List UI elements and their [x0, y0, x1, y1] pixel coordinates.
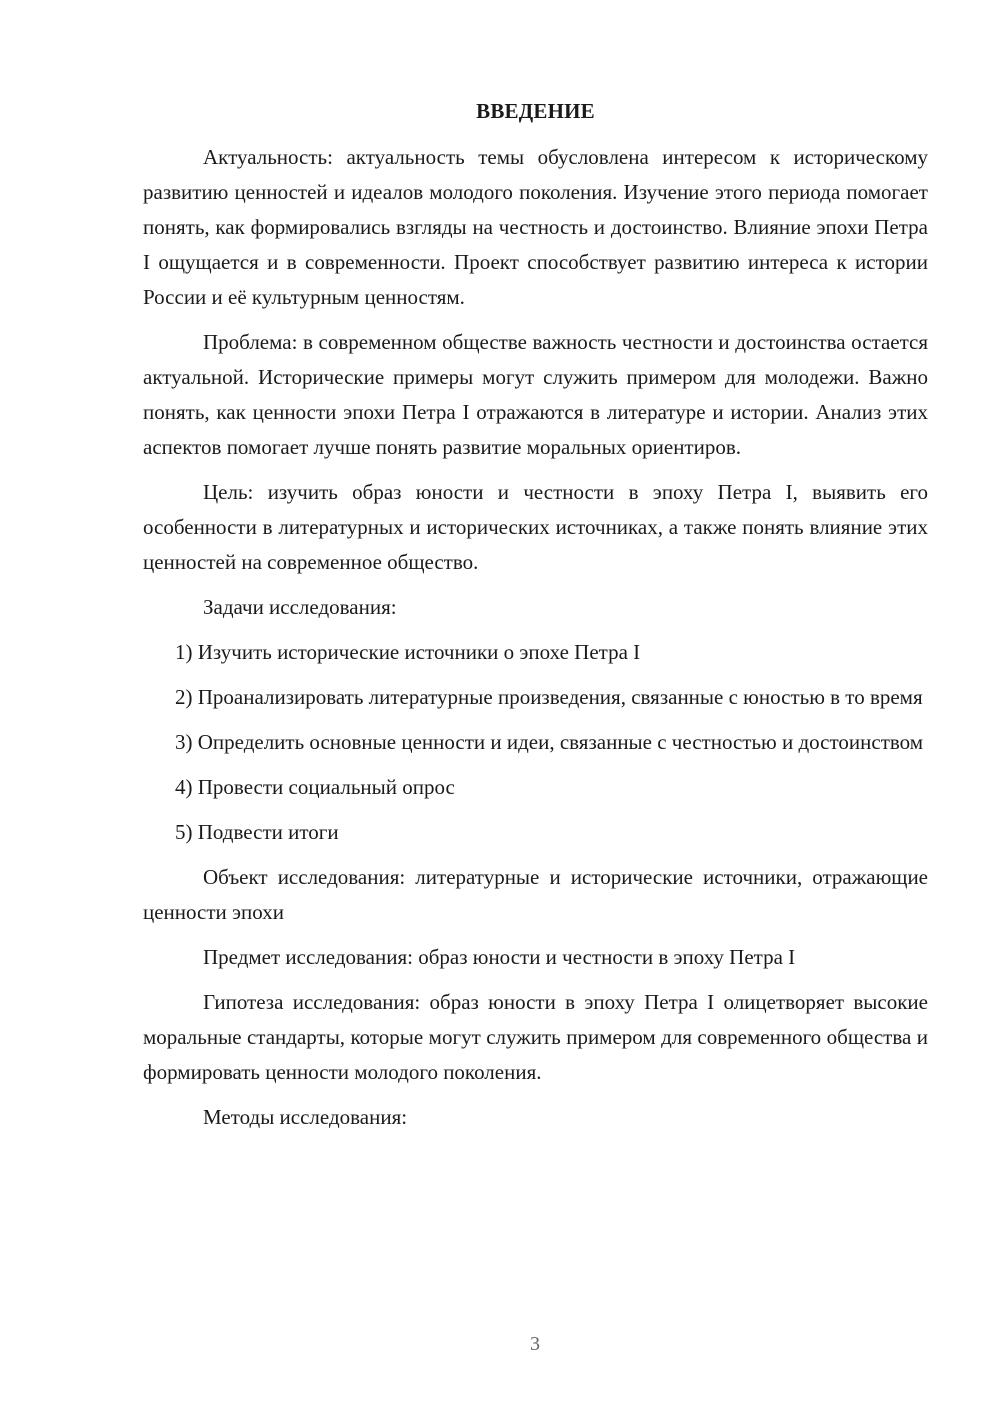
list-item: 1) Изучить исторические источники о эпохе Петра I — [175, 640, 641, 664]
list-item: 5) Подвести итоги — [175, 820, 339, 844]
paragraph-relevance: Актуальность: актуальность темы обусловлена интересом к историческому развитию ценностей и идеалов молодого поколения. Изучение этого периода помогает понять, как формировались взгляды на честность и достоинство. Влияние эпохи Петра I ощущается и в современности. Проект способствует развитию интереса к истории России и её культурным ценностям. — [143, 145, 928, 309]
paragraph-problem: Проблема: в современном обществе важность честности и достоинства остается актуальной. Исторические примеры могут служить примером для молодежи. Важно понять, как ценности эпохи Петра I отражаются в литературе и истории. Анализ этих аспектов помогает лучше понять развитие моральных ориентиров. — [143, 330, 928, 459]
paragraph-object: Объект исследования: литературные и исторические источники, отражающие ценности эпохи — [143, 865, 928, 924]
paragraph-subject: Предмет исследования: образ юности и честности в эпоху Петра I — [203, 945, 796, 969]
list-item: 4) Провести социальный опрос — [175, 775, 455, 799]
paragraph-methods: Методы исследования: — [203, 1105, 408, 1129]
paragraph-hypothesis: Гипотеза исследования: образ юности в эпоху Петра I олицетворяет высокие моральные стандарты, которые могут служить примером для современного общества и формировать ценности молодого поколения. — [143, 990, 928, 1084]
page-number: 3 — [530, 1333, 540, 1355]
tasks-list — [143, 635, 928, 850]
page-title: ВВЕДЕНИЕ — [476, 99, 595, 123]
document-body — [143, 96, 928, 1145]
list-item: 2) Проанализировать литературные произведения, связанные с юностью в то время — [175, 685, 923, 709]
paragraph-tasks-heading: Задачи исследования: — [203, 595, 397, 619]
paragraph-goal: Цель: изучить образ юности и честности в эпоху Петра I, выявить его особенности в литературных и исторических источниках, а также понять влияние этих ценностей на современное общество. — [143, 480, 928, 574]
list-item: 3) Определить основные ценности и идеи, связанные с честностью и достоинством — [175, 730, 924, 754]
